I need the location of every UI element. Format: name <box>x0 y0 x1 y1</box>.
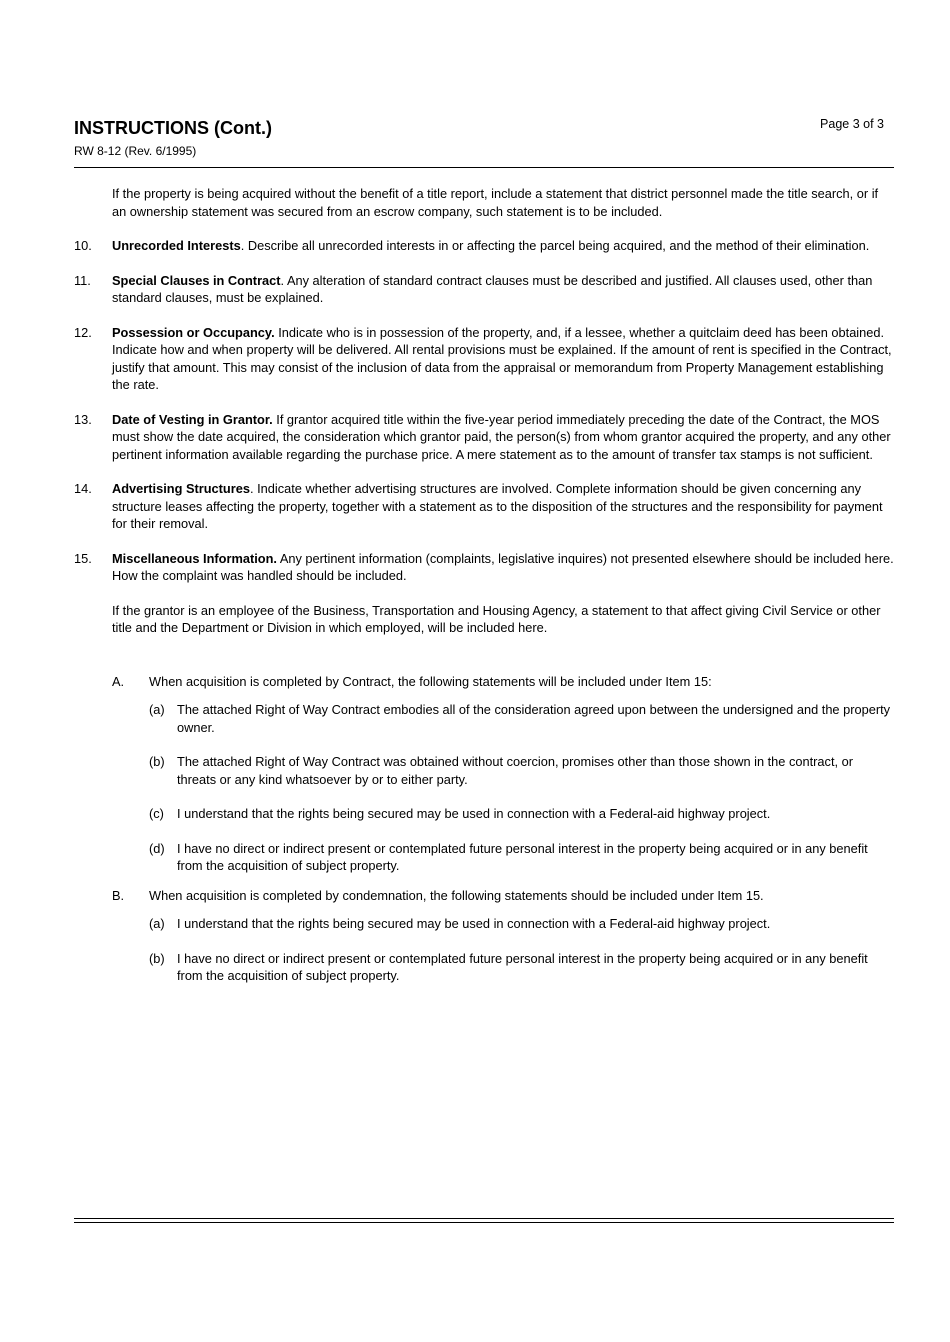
item-number: 11. <box>74 272 91 288</box>
instruction-item-13 <box>74 411 894 464</box>
item-body <box>112 480 894 533</box>
statement-text: I understand that the rights being secured may be used in connection with a Federal-aid highway project. <box>177 806 771 821</box>
statement-a-a <box>149 701 894 736</box>
item-number: 10. <box>74 238 92 253</box>
statement-b-b <box>149 950 894 985</box>
section-letter: A. <box>112 673 125 689</box>
statement-letter: (b) <box>149 754 165 769</box>
item-number: 15. <box>74 550 92 566</box>
statement-a-b <box>149 753 894 788</box>
page-title: INSTRUCTIONS (Cont.) <box>74 118 272 138</box>
item-heading: Date of Vesting in Grantor. <box>112 411 273 427</box>
item-heading: Advertising Structures <box>112 481 250 496</box>
statement-letter: (c) <box>149 806 164 821</box>
statement-b-a <box>149 915 894 933</box>
instruction-item-12 <box>74 324 894 394</box>
item-heading: Special Clauses in Contract <box>112 272 281 288</box>
page-number: Page 3 of 3 <box>820 117 884 131</box>
statement-a-d <box>149 840 894 875</box>
statement-text: I understand that the rights being secured may be used in connection with a Federal-aid highway project. <box>177 916 771 931</box>
instruction-item-15 <box>74 550 894 585</box>
header-divider <box>74 167 894 168</box>
item-number: 13. <box>74 411 92 427</box>
statement-letter: (b) <box>149 950 165 966</box>
item-number: 14. <box>74 481 92 496</box>
continued-paragraph: If the property is being acquired without the benefit of a title report, include a statement that district personnel made the title search, or if an ownership statement was secured from an escrow company, such statement is to be included. <box>112 186 879 219</box>
section-b <box>112 887 894 905</box>
item-text: Indicate who is in possession of the property, and, if a lessee, whether a quitclaim deed has been obtained. Indicate how and when property will be delivered. All rental provisions must be explained. If the amount of rent is specified in the Contract, justify that amount. This may consist of the inclusion of data from the appraisal or memorandum from Property Management establishing the rate. <box>112 324 892 392</box>
statement-text: I have no direct or indirect present or contemplated future personal interest in the property being acquired or in any benefit from the acquisition of subject property. <box>177 950 868 983</box>
section-letter: B. <box>112 887 125 903</box>
item-text: If grantor acquired title within the five-year period immediately preceding the date of the Contract, the MOS must show the date acquired, the consideration which grantor paid, the person(s) from whom grantor acquired the property, and any other pertinent information available regarding the purchase price. A mere statement as to the amount of transfer tax stamps is not sufficient. <box>112 411 891 462</box>
statement-letter: (d) <box>149 840 165 856</box>
section-text: When acquisition is completed by condemnation, the following statements should be included under Item 15. <box>149 887 764 903</box>
item-body <box>112 550 894 585</box>
item-number: 12. <box>74 324 92 340</box>
statement-text: I have no direct or indirect present or contemplated future personal interest in the property being acquired or in any benefit from the acquisition of subject property. <box>177 840 868 873</box>
item-body <box>112 324 894 394</box>
item-heading: Unrecorded Interests <box>112 238 241 253</box>
item-15-note: If the grantor is an employee of the Business, Transportation and Housing Agency, a statement to that affect giving Civil Service or other title and the Department or Division in which employed, will be included here. <box>112 602 881 635</box>
instruction-item-10 <box>74 237 894 255</box>
item-heading: Possession or Occupancy. <box>112 324 275 340</box>
footer-double-rule <box>74 1218 894 1223</box>
instructions-body <box>74 185 894 1002</box>
form-number: RW 8-12 (Rev. 6/1995) <box>74 144 197 158</box>
item-body <box>112 272 894 307</box>
statement-letter: (a) <box>149 702 165 717</box>
item-body <box>112 237 894 255</box>
statement-a-c <box>149 805 894 823</box>
item-text: Any pertinent information (complaints, legislative inquires) not presented elsewhere should be included here. How the complaint was handled should be included. <box>112 550 894 583</box>
statement-letter: (a) <box>149 916 165 931</box>
section-a <box>112 673 894 691</box>
instruction-item-14 <box>74 480 894 533</box>
item-text: . Indicate whether advertising structures are involved. Complete information should be given concerning any structure leases affecting the property, together with a statement as to the disposition of the structures and the responsibility for payment for their removal. <box>112 481 883 531</box>
statement-text: The attached Right of Way Contract embodies all of the consideration agreed upon between the undersigned and the property owner. <box>177 702 891 735</box>
instruction-item-11 <box>74 272 894 307</box>
item-text: . Describe all unrecorded interests in or affecting the parcel being acquired, and the method of their elimination. <box>240 238 870 253</box>
statement-text: The attached Right of Way Contract was obtained without coercion, promises other than those shown in the contract, or threats or any kind whatsoever by or to either party. <box>177 754 853 787</box>
item-body <box>112 411 894 464</box>
item-heading: Miscellaneous Information. <box>112 550 277 566</box>
section-text: When acquisition is completed by Contract, the following statements will be included under Item 15: <box>149 673 712 689</box>
item-text: . Any alteration of standard contract clauses must be described and justified. All clauses used, other than standard clauses, must be explained. <box>112 272 873 305</box>
